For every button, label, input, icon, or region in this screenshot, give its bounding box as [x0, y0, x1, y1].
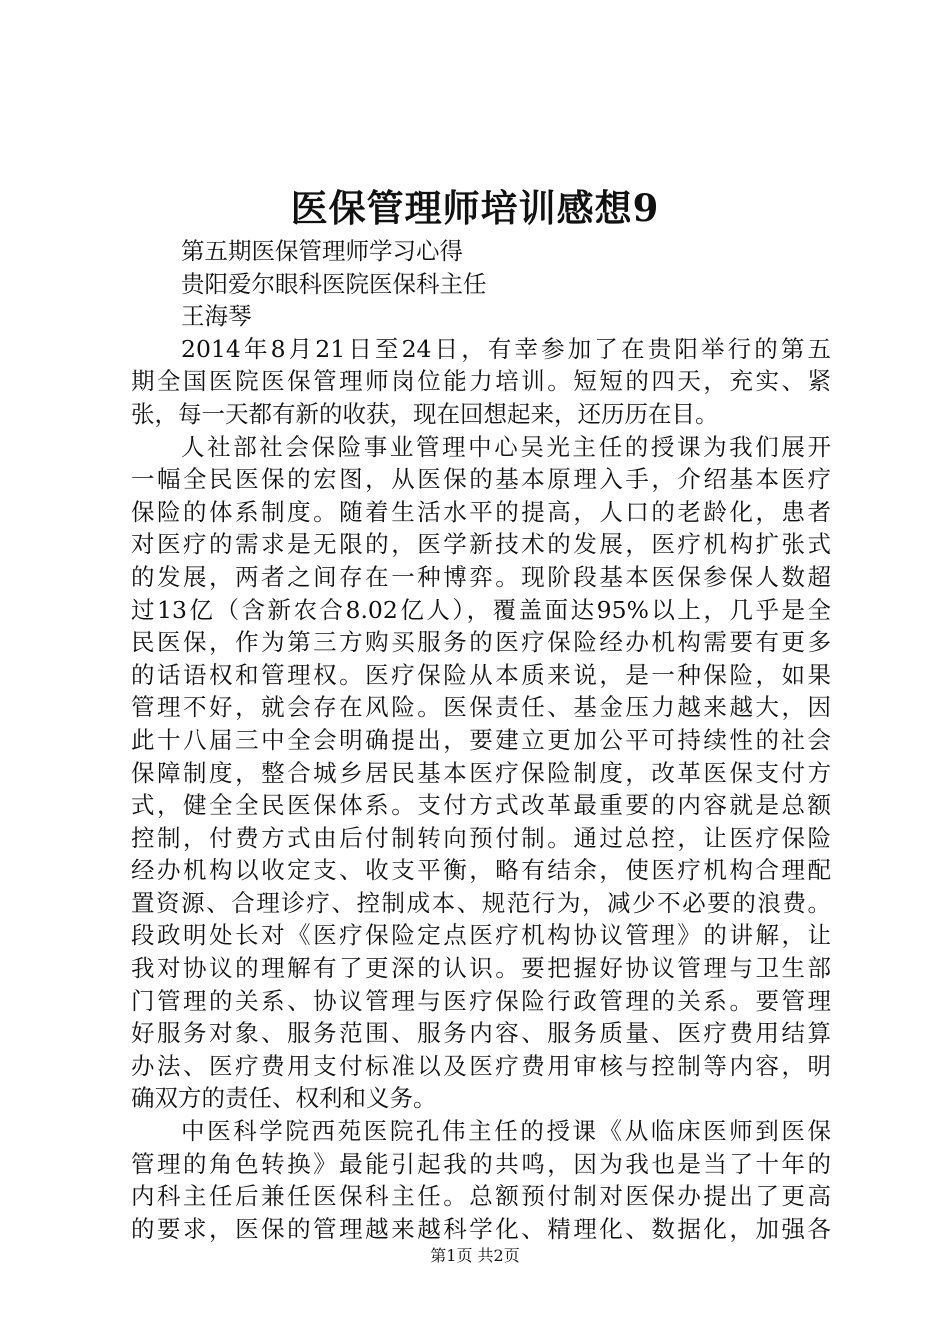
body-line: 一幅全民医保的宏图，从医保的基本原理入手，介绍基本医疗	[131, 465, 831, 494]
body-line: 门管理的关系、协议管理与医疗保险行政管理的关系。要管理	[131, 986, 831, 1015]
body-line: 内科主任后兼任医保科主任。总额预付制对医保办提出了更高	[131, 1182, 831, 1211]
body-line: 人社部社会保险事业管理中心吴光主任的授课为我们展开	[181, 432, 831, 461]
body-line: 的要求，医保的管理越来越科学化、精理化、数据化，加强各	[131, 1214, 831, 1243]
author-name-line: 王海琴	[181, 302, 252, 331]
body-line: 的发展，两者之间存在一种博弈。现阶段基本医保参保人数超	[131, 562, 831, 591]
body-line: 式，健全全民医保体系。支付方式改革最重要的内容就是总额	[131, 791, 831, 820]
document-body	[131, 235, 831, 1245]
body-line: 的话语权和管理权。医疗保险从本质来说，是一种保险，如果	[131, 660, 831, 689]
page-number-footer: 第1页 共2页	[430, 1246, 520, 1265]
body-line: 保障制度，整合城乡居民基本医疗保险制度，改革医保支付方	[131, 758, 831, 787]
body-line: 办法、医疗费用支付标准以及医疗费用审核与控制等内容，明	[131, 1051, 831, 1080]
body-line: 民医保，作为第三方购买服务的医疗保险经办机构需要有更多	[131, 628, 831, 657]
body-line: 管理不好，就会存在风险。医保责任、基金压力越来越大，因	[131, 693, 831, 722]
body-line: 经办机构以收定支、收支平衡，略有结余，使医疗机构合理配	[131, 856, 831, 885]
body-line: 置资源、合理诊疗、控制成本、规范行为，减少不必要的浪费。	[131, 888, 831, 917]
body-line: 张，每一天都有新的收获，现在回想起来，还历历在目。	[131, 399, 719, 428]
body-line: 管理的角色转换》最能引起我的共鸣，因为我也是当了十年的	[131, 1149, 831, 1178]
body-line: 段政明处长对《医疗保险定点医疗机构协议管理》的讲解，让	[131, 921, 831, 950]
document-title: 医保管理师培训感想9	[290, 186, 660, 230]
body-line: 中医科学院西苑医院孔伟主任的授课《从临床医师到医保	[181, 1117, 831, 1146]
body-line: 保险的体系制度。随着生活水平的提高，人口的老龄化，患者	[131, 497, 831, 526]
body-line: 好服务对象、服务范围、服务内容、服务质量、医疗费用结算	[131, 1019, 831, 1048]
body-line: 我对协议的理解有了更深的认识。要把握好协议管理与卫生部	[131, 954, 831, 983]
body-line: 此十八届三中全会明确提出，要建立更加公平可持续性的社会	[131, 725, 831, 754]
body-line: 确双方的责任、权利和义务。	[131, 1084, 437, 1113]
body-line: 控制，付费方式由后付制转向预付制。通过总控，让医疗保险	[131, 823, 831, 852]
body-line: 期全国医院医保管理师岗位能力培训。短短的四天，充实、紧	[131, 367, 831, 396]
body-line: 2014年8月21日至24日，有幸参加了在贵阳举行的第五	[181, 334, 831, 363]
author-affiliation-line: 贵阳爱尔眼科医院医保科主任	[181, 269, 487, 298]
subtitle-line: 第五期医保管理师学习心得	[181, 237, 463, 265]
body-line: 对医疗的需求是无限的，医学新技术的发展，医疗机构扩张式	[131, 530, 831, 559]
body-line: 过13亿（含新农合8.02亿人），覆盖面达95%以上，几乎是全	[131, 595, 831, 624]
